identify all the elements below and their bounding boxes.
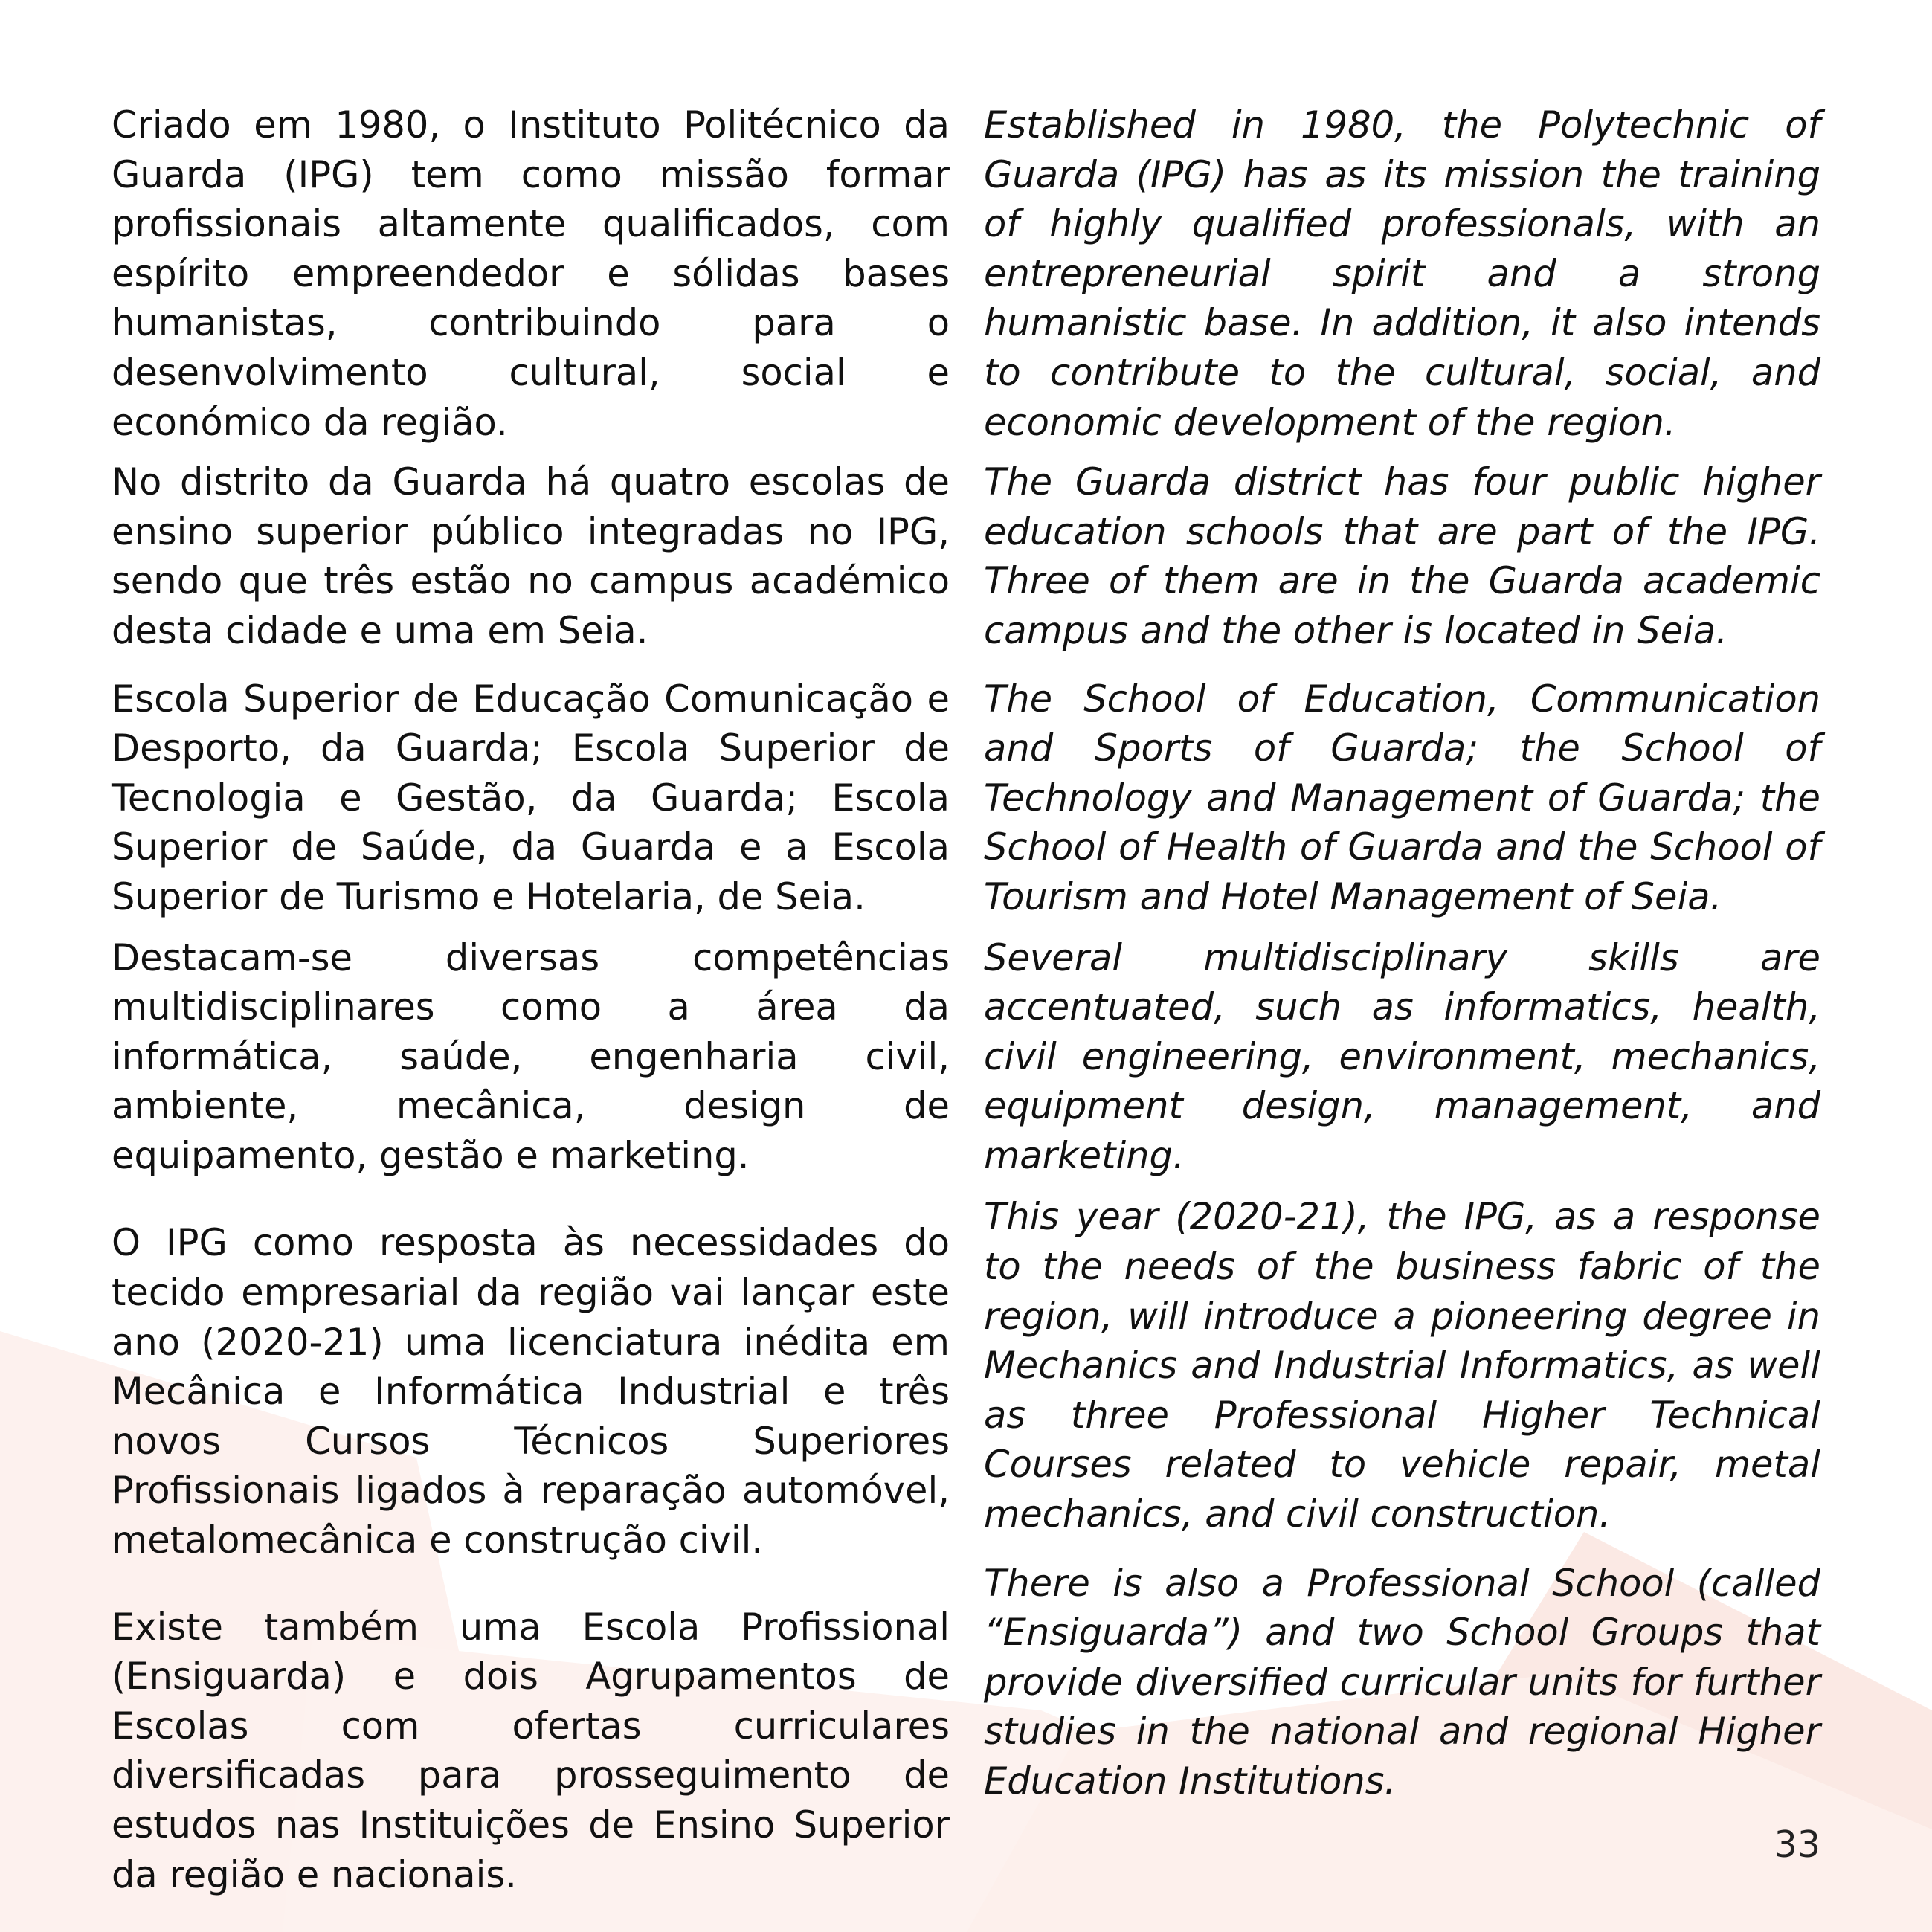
- pt-paragraph-4: Destacam-se diversas competências multidisciplinares como a área da informática, saúde, engenharia civil, ambiente, mecânica, design de equipamento, gestão e marketing.: [112, 936, 950, 1177]
- pt-paragraph-2: No distrito da Guarda há quatro escolas de ensino superior público integradas no IPG, sendo que três estão no campus académico desta cidade e uma em Seia.: [112, 460, 950, 652]
- en-paragraph-6: There is also a Professional School (called “Ensiguarda”) and two School Groups that provide diversified curricular units for further studies in the national and regional Higher Education Institutions.: [984, 1561, 1820, 1803]
- page-number: 33: [1774, 1823, 1820, 1866]
- portuguese-column: [112, 100, 950, 1899]
- pt-paragraph-5: O IPG como resposta às necessidades do tecido empresarial da região vai lançar este ano (2020-21) uma licenciatura inédita em Mecânica e Informática Industrial e três novos Cursos Técnicos Superiores Profissionais ligados à reparação automóvel, metalomecânica e construção civil.: [112, 1221, 950, 1562]
- en-paragraph-3: The School of Education, Communication and Sports of Guarda; the School of Technology and Management of Guarda; the School of Health of Guarda and the School of Tourism and Hotel Management of Seia.: [984, 677, 1820, 918]
- english-column: [984, 100, 1820, 1806]
- en-paragraph-1: Established in 1980, the Polytechnic of Guarda (IPG) has as its mission the training of highly qualified professionals, with an entrepreneurial spirit and a strong humanistic base. In addition, it also intends to contribute to the cultural, social, and economic development of the region.: [984, 103, 1820, 444]
- en-paragraph-4: Several multidisciplinary skills are accentuated, such as informatics, health, civil engineering, environment, mechanics, equipment design, management, and marketing.: [984, 936, 1820, 1177]
- pt-paragraph-1: Criado em 1980, o Instituto Politécnico da Guarda (IPG) tem como missão formar profissionais altamente qualificados, com espírito empreendedor e sólidas bases humanistas, contribuindo para o desenvolvimento cultural, social e económico da região.: [112, 103, 950, 444]
- en-paragraph-2: The Guarda district has four public higher education schools that are part of the IPG. Three of them are in the Guarda academic campus and the other is located in Seia.: [984, 460, 1820, 652]
- pt-paragraph-6: Existe também uma Escola Profissional (Ensiguarda) e dois Agrupamentos de Escolas com ofertas curriculares diversificadas para prosseguimento de estudos nas Instituições de Ensino Superior da região e nacionais.: [112, 1605, 950, 1896]
- en-paragraph-5: This year (2020-21), the IPG, as a response to the needs of the business fabric of the region, will introduce a pioneering degree in Mechanics and Industrial Informatics, as well as three Professional Higher Technical Courses related to vehicle repair, metal mechanics, and civil construction.: [984, 1195, 1820, 1536]
- pt-paragraph-3: Escola Superior de Educação Comunicação e Desporto, da Guarda; Escola Superior de Tecnologia e Gestão, da Guarda; Escola Superior de Saúde, da Guarda e a Escola Superior de Turismo e Hotelaria, de Seia.: [112, 677, 950, 918]
